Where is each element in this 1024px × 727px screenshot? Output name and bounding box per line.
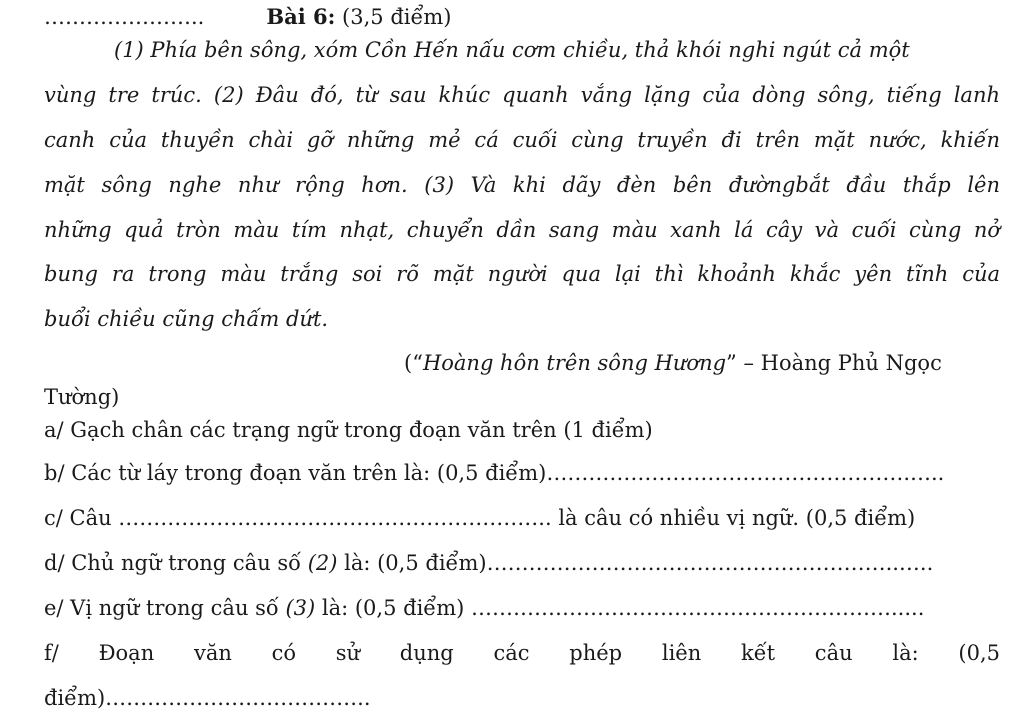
exercise-header xyxy=(44,3,452,31)
question-d-sentence-number: (2) xyxy=(307,551,338,575)
question-d-answer-line: là: (0,5 điểm)…………………………………………………..….. xyxy=(337,551,934,575)
source-author-line-2: Tường) xyxy=(44,385,120,409)
passage-line-4: mặt sông nghe như rộng hơn. (3) Và khi dãy đèn bên đườngbắt đầu thắp lên xyxy=(44,173,1000,197)
exercise-points: (3,5 điểm) xyxy=(335,5,452,29)
passage-line-7: buổi chiều cũng chấm dứt. xyxy=(44,307,329,331)
passage-line-3: canh của thuyền chài gỡ những mẻ cá cuối cùng truyền đi trên mặt nước, khiến xyxy=(44,128,1000,152)
question-d xyxy=(44,549,933,577)
question-b: b/ Các từ láy trong đoạn văn trên là: (0,5 điểm)…………………………………………….….. xyxy=(44,461,945,485)
question-f-line-2: điểm)……………………………….. xyxy=(44,686,371,710)
question-f-line-1: f/ Đoạn văn có sử dụng các phép liên kết câu là: (0,5 xyxy=(44,641,1000,665)
question-e-answer-line: là: (0,5 điểm) ……………………………………………………..... xyxy=(315,596,925,620)
question-e xyxy=(44,594,924,622)
source-open-quote: (“ xyxy=(404,351,423,375)
question-e-text: e/ Vị ngữ trong câu số xyxy=(44,596,286,620)
question-a: a/ Gạch chân các trạng ngữ trong đoạn văn trên (1 điểm) xyxy=(44,418,653,442)
exercise-title: Bài 6: xyxy=(266,4,336,29)
question-c: c/ Câu …………………………………………………….. là câu có nhiều vị ngữ. (0,5 điểm) xyxy=(44,506,916,530)
question-d-text: d/ Chủ ngữ trong câu số xyxy=(44,551,308,575)
passage-line-5: những quả tròn màu tím nhạt, chuyển dần sang màu xanh lá cây và cuối cùng nở xyxy=(44,218,1000,242)
source-title: Hoàng hôn trên sông Hương xyxy=(422,351,727,375)
passage-line-6: bung ra trong màu trắng soi rõ mặt người qua lại thì khoảnh khắc yên tĩnh của xyxy=(44,262,1000,286)
passage-line-1: (1) Phía bên sông, xóm Cồn Hến nấu cơm chiều, thả khói nghi ngút cả một xyxy=(114,38,910,62)
header-dots: ………………….. xyxy=(44,5,205,29)
question-e-sentence-number: (3) xyxy=(285,596,316,620)
passage-line-2: vùng tre trúc. (2) Đâu đó, từ sau khúc quanh vắng lặng của dòng sông, tiếng lanh xyxy=(44,83,1000,107)
source-author: ” – Hoàng Phủ Ngọc xyxy=(726,351,942,375)
source-citation xyxy=(404,349,942,377)
